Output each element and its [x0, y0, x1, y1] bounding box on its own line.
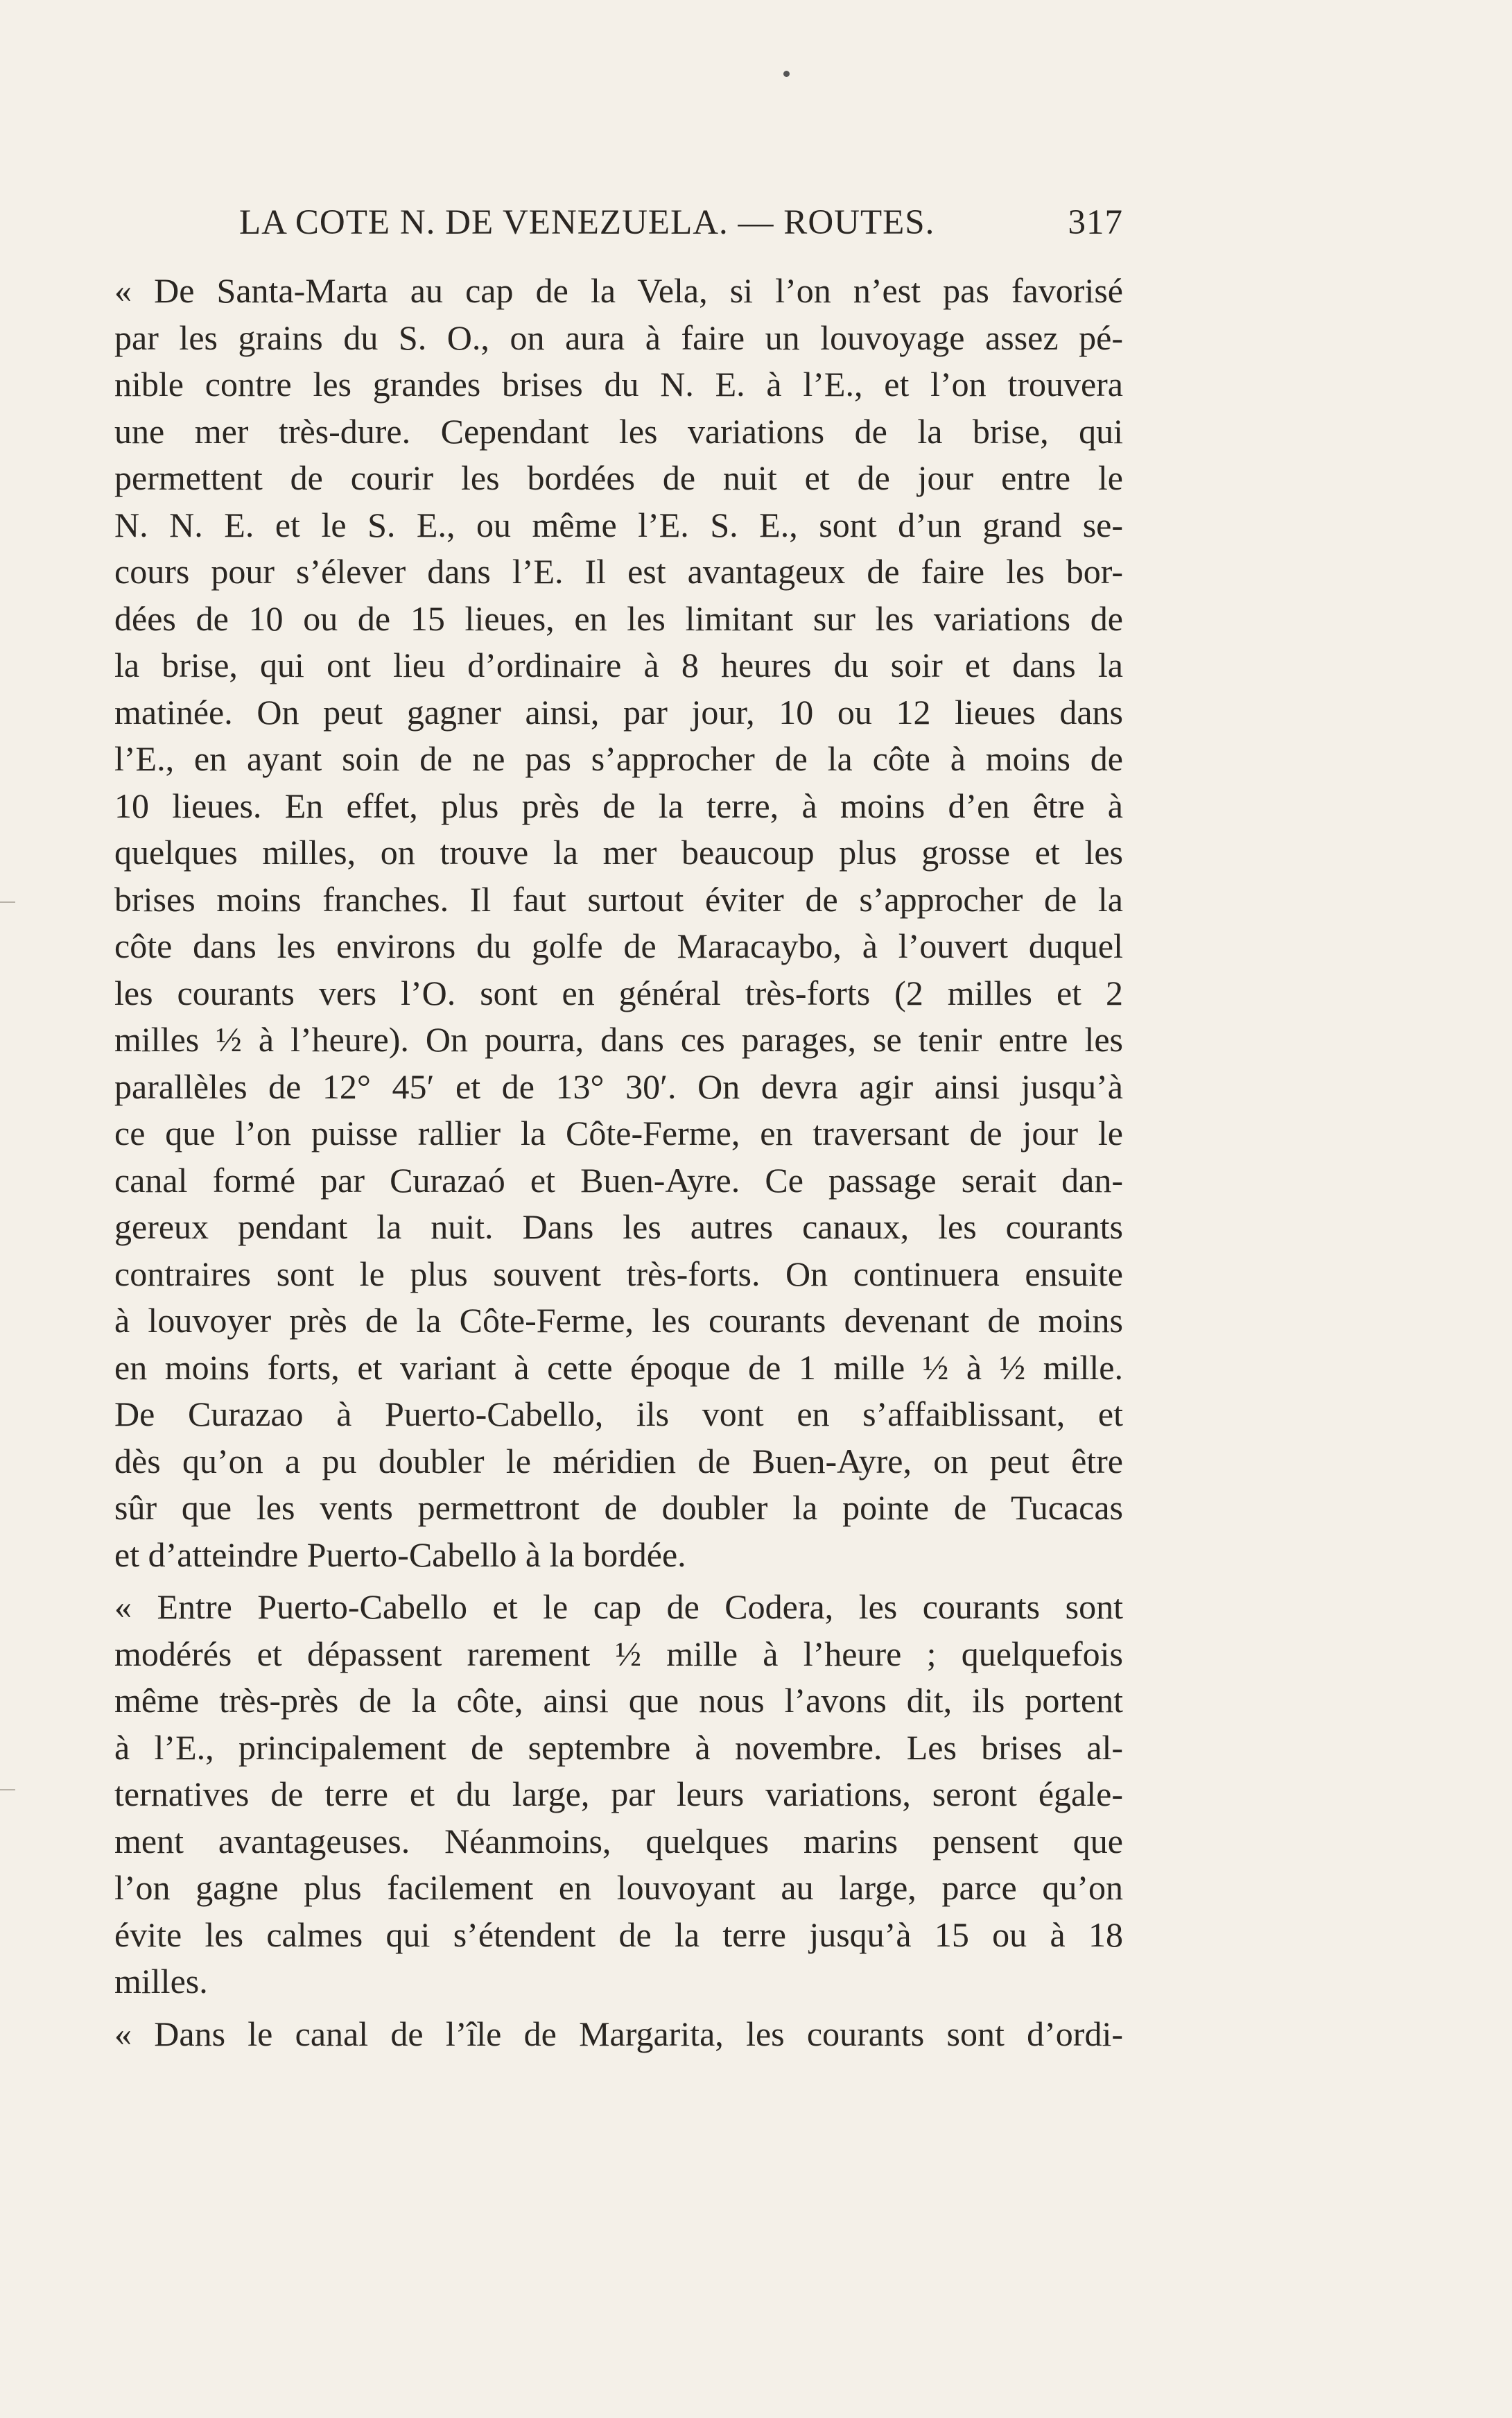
text-line: sûr que les vents permettront de doubler la pointe de Tucacas	[114, 1488, 1123, 1527]
text-line: brises moins franches. Il faut surtout éviter de s’approcher de la	[114, 879, 1123, 919]
text-line: contraires sont le plus souvent très-forts. On continuera ensuite	[114, 1254, 1123, 1293]
text-line: De Curazao à Puerto-Cabello, ils vont en s’affaiblissant, et	[114, 1394, 1123, 1433]
text-line: à louvoyer près de la Côte-Ferme, les courants devenant de moins	[114, 1301, 1123, 1340]
text-line: l’on gagne plus facilement en louvoyant au large, parce qu’on	[114, 1868, 1123, 1907]
paragraph	[114, 268, 1123, 1578]
text-line: ce que l’on puisse rallier la Côte-Ferme, en traversant de jour le	[114, 1114, 1123, 1152]
text-line: par les grains du S. O., on aura à faire un louvoyage assez pé-	[114, 318, 1123, 357]
text-line: à l’E., principalement de septembre à novembre. Les brises al-	[114, 1727, 1123, 1767]
text-line: nible contre les grandes brises du N. E. à l’E., et l’on trouvera	[114, 365, 1123, 404]
text-line: une mer très-dure. Cependant les variations de la brise, qui	[114, 411, 1123, 451]
text-line: « De Santa-Marta au cap de la Vela, si l’on n’est pas favorisé	[114, 271, 1123, 310]
text-line: côte dans les environs du golfe de Maracaybo, à l’ouvert duquel	[114, 926, 1123, 965]
text-line: canal formé par Curazaó et Buen-Ayre. Ce passage serait dan-	[114, 1160, 1123, 1200]
text-line: milles ½ à l’heure). On pourra, dans ces parages, se tenir entre les	[114, 1020, 1123, 1059]
text-line: modérés et dépassent rarement ½ mille à l’heure ; quelquefois	[114, 1634, 1123, 1673]
paragraph	[114, 1584, 1123, 2005]
body-text	[114, 268, 1123, 2057]
page-number: 317	[1068, 203, 1123, 242]
text-line: ment avantageuses. Néanmoins, quelques marins pensent que	[114, 1821, 1123, 1860]
text-line: la brise, qui ont lieu d’ordinaire à 8 heures du soir et dans la	[114, 646, 1123, 684]
running-title: LA COTE N. DE VENEZUELA. — ROUTES.	[239, 203, 935, 242]
text-line: matinée. On peut gagner ainsi, par jour, 10 ou 12 lieues dans	[114, 692, 1123, 732]
margin-mark	[0, 901, 15, 903]
text-line: les courants vers l’O. sont en général très-forts (2 milles et 2	[114, 973, 1123, 1012]
text-line: l’E., en ayant soin de ne pas s’approcher de la côte à moins de	[114, 739, 1123, 778]
page-header	[239, 202, 1123, 243]
text-line: milles.	[114, 1962, 208, 2001]
text-line: ternatives de terre et du large, par leurs variations, seront égale-	[114, 1774, 1123, 1813]
text-line: évite les calmes qui s’étendent de la terre jusqu’à 15 ou à 18	[114, 1915, 1123, 1954]
text-line: permettent de courir les bordées de nuit et de jour entre le	[114, 458, 1123, 497]
text-line: parallèles de 12° 45′ et de 13° 30′. On devra agir ainsi jusqu’à	[114, 1066, 1123, 1106]
text-line: 10 lieues. En effet, plus près de la terre, à moins d’en être à	[114, 786, 1123, 825]
text-line: en moins forts, et variant à cette époque de 1 mille ½ à ½ mille.	[114, 1347, 1123, 1387]
print-dot-mark	[783, 71, 790, 77]
text-line: même très-près de la côte, ainsi que nous l’avons dit, ils portent	[114, 1681, 1123, 1720]
text-line: N. N. E. et le S. E., ou même l’E. S. E., sont d’un grand se-	[114, 505, 1123, 544]
text-line: et d’atteindre Puerto-Cabello à la bordée.	[114, 1535, 686, 1574]
text-line: « Entre Puerto-Cabello et le cap de Codera, les courants sont	[114, 1587, 1123, 1626]
text-line: quelques milles, on trouve la mer beaucoup plus grosse et les	[114, 833, 1123, 872]
text-line: « Dans le canal de l’île de Margarita, les courants sont d’ordi-	[114, 2014, 1123, 2053]
text-line: cours pour s’élever dans l’E. Il est avantageux de faire les bor-	[114, 552, 1123, 591]
text-line: dès qu’on a pu doubler le méridien de Buen-Ayre, on peut être	[114, 1441, 1123, 1480]
margin-mark	[0, 1789, 15, 1790]
text-line: gereux pendant la nuit. Dans les autres canaux, les courants	[114, 1207, 1123, 1246]
text-line: dées de 10 ou de 15 lieues, en les limitant sur les variations de	[114, 598, 1123, 638]
paragraph	[114, 2011, 1123, 2058]
